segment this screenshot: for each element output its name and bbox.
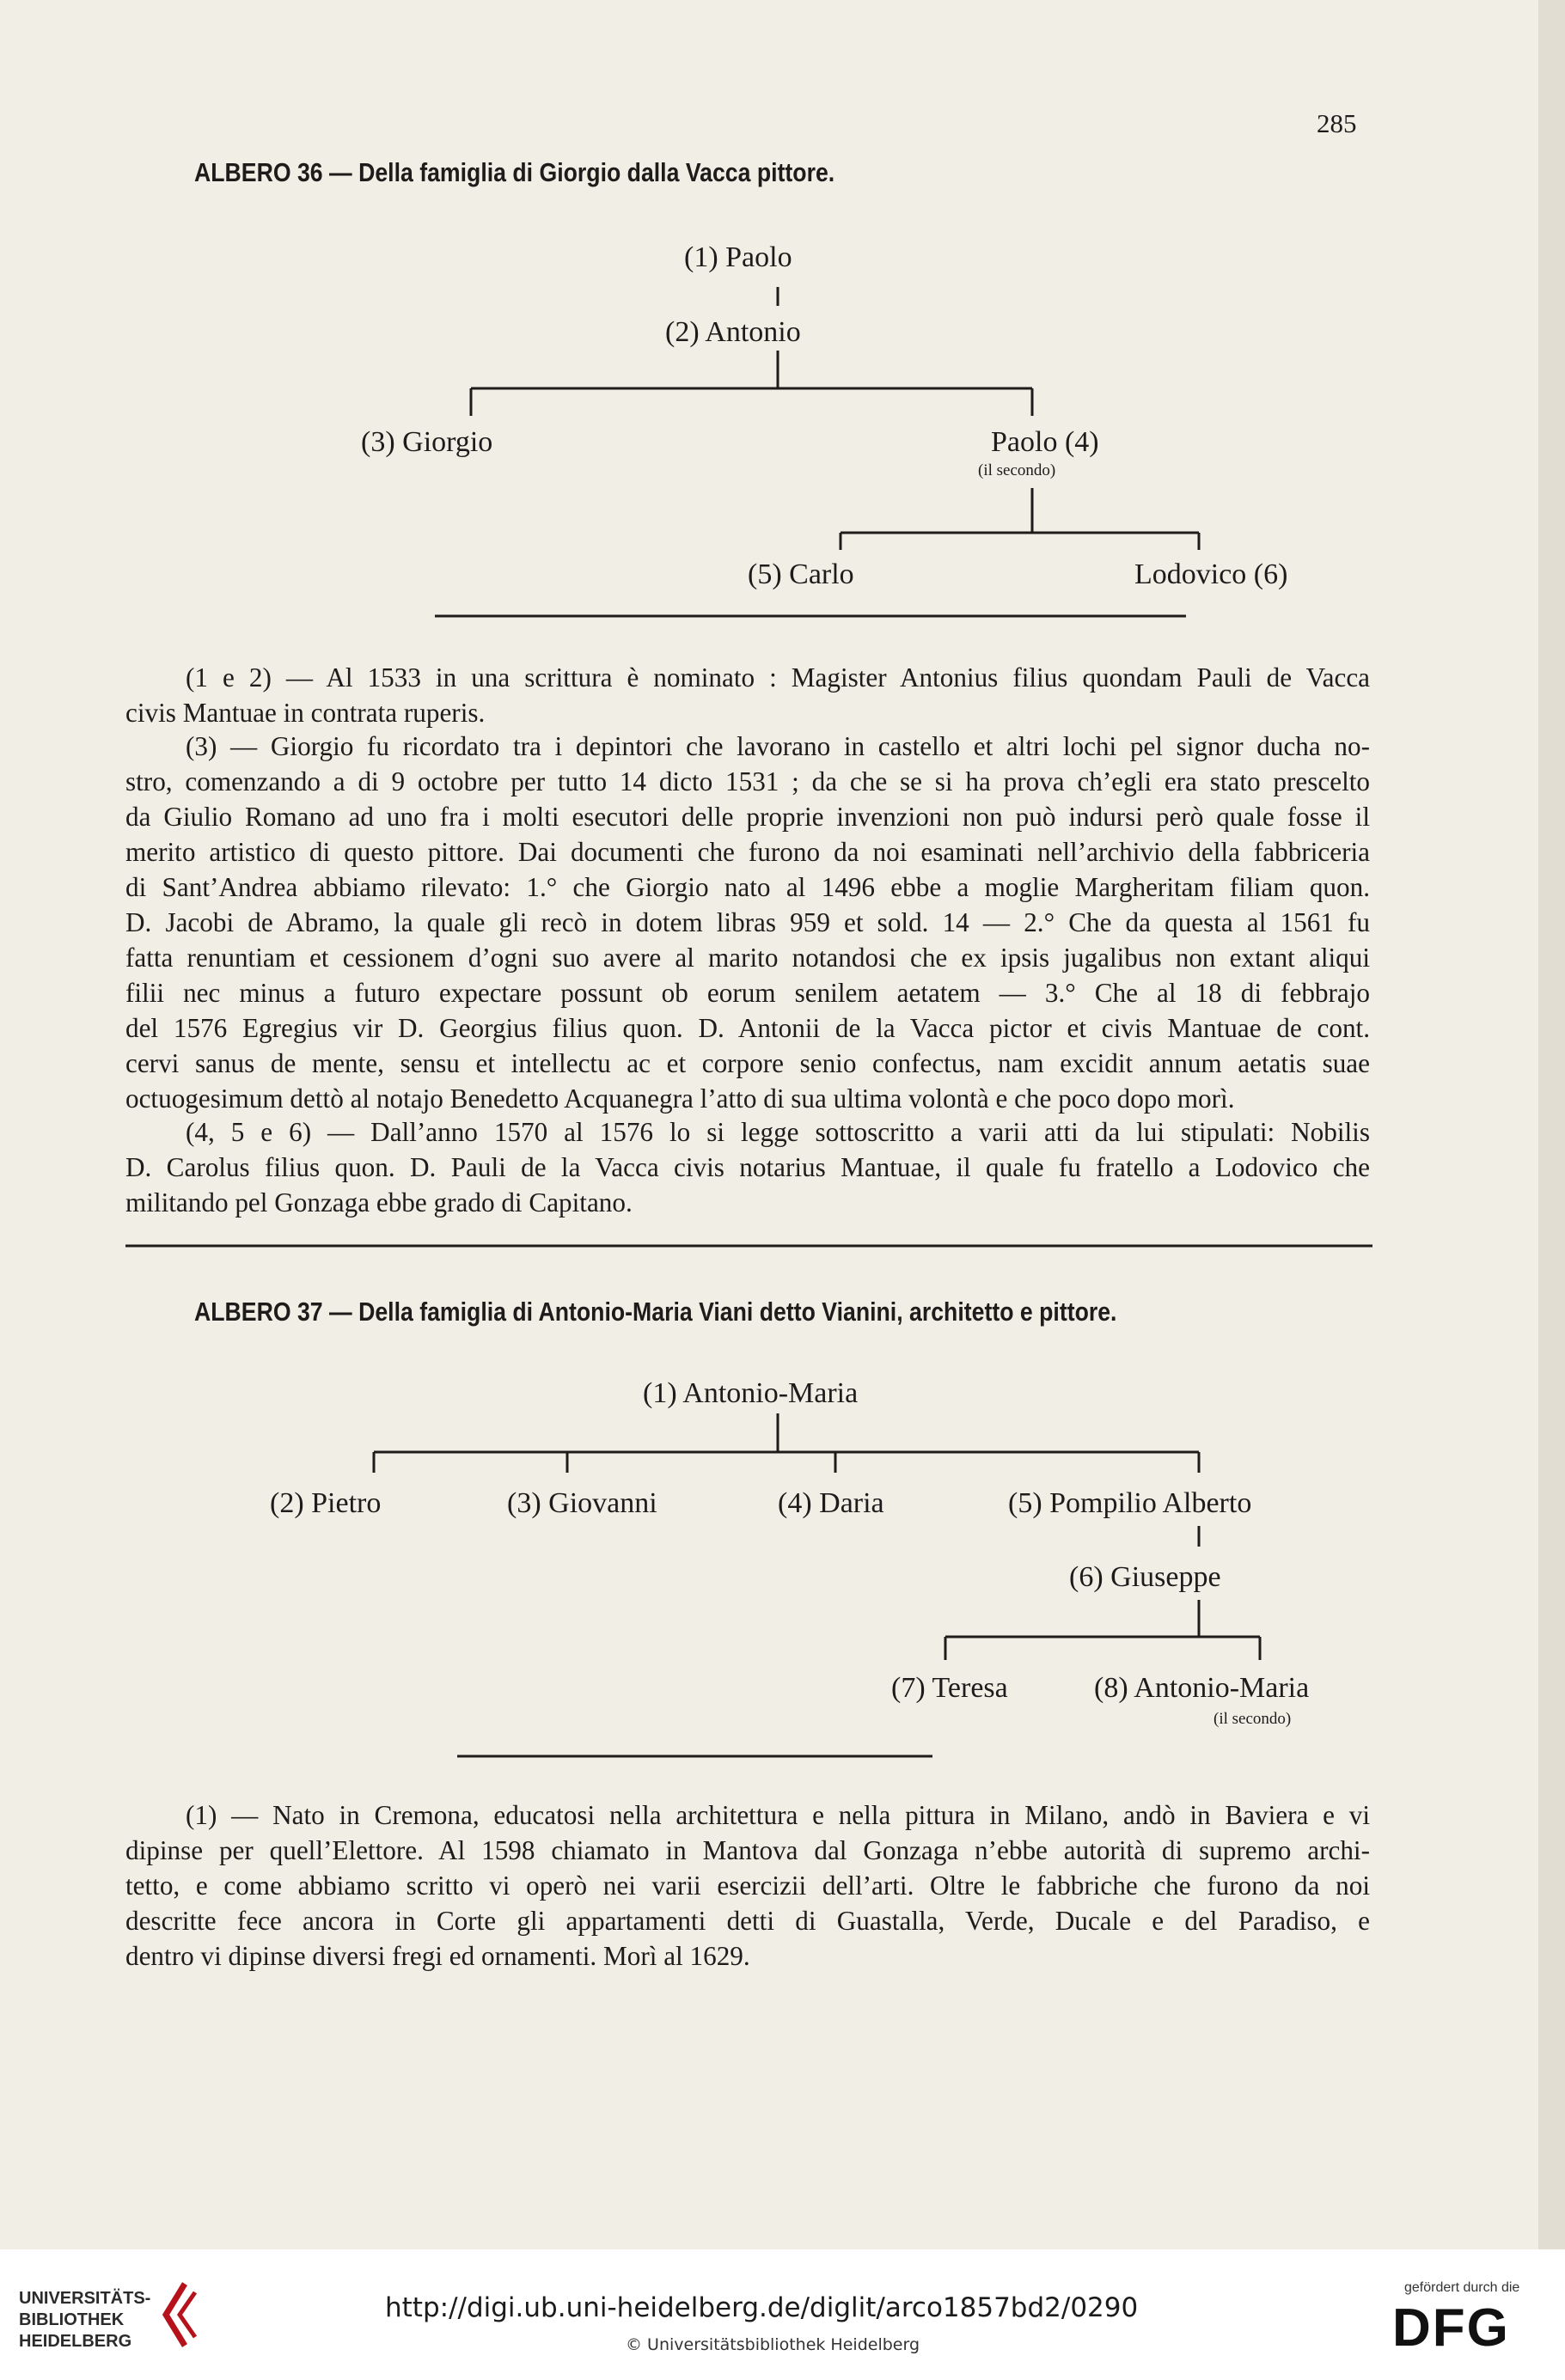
permalink-url[interactable]: http://digi.ub.uni-heidelberg.de/diglit/arco1857bd2/0290 (385, 2292, 1139, 2323)
text-line: da Giulio Romano ad uno fra i molti esecutori delle proprie invenzioni non può indursi però quale fosse il (125, 802, 1370, 832)
text-line: octuogesimum dettò al notajo Benedetto Acquanegra l’atto di sua ultima volontà e che poco dopo morì. (125, 1083, 1235, 1114)
tree-37-node-antonio-maria-secondo: (8) Antonio-Maria (1094, 1672, 1310, 1704)
text-line: (4, 5 e 6) — Dall’anno 1570 al 1576 lo si legge sottoscritto a varii atti da lui stipulati: Nobilis (186, 1117, 1370, 1147)
text-line: D. Jacobi de Abramo, la quale gli recò in dotem libras 959 et sold. 14 — 2.° Che da questa al 1561 fu (125, 907, 1370, 937)
tree-36-node-giorgio: (3) Giorgio (361, 426, 493, 458)
dfg-logo[interactable]: DFG (1392, 2298, 1510, 2358)
tree-37-node-antonio-maria: (1) Antonio-Maria (643, 1377, 859, 1409)
text-line: dentro vi dipinse diversi fregi ed ornamenti. Morì al 1629. (125, 1941, 750, 1971)
copyright-notice: © Universitätsbibliothek Heidelberg (626, 2335, 920, 2354)
tree-36-node-lodovico: Lodovico (6) (1134, 558, 1288, 590)
tree-36-node-carlo: (5) Carlo (748, 558, 854, 590)
page-number: 285 (1317, 108, 1357, 138)
text-line: (3) — Giorgio fu ricordato tra i depintori che lavorano in castello et altri lochi pel signor ducha no- (186, 731, 1370, 761)
text-line: filii nec minus a futuro expectare possunt ob eorum senilem aetatem — 3.° Che al 18 di febbrajo (125, 978, 1370, 1008)
text-line: dipinse per quell’Elettore. Al 1598 chiamato in Mantova dal Gonzaga n’ebbe autorità di supremo archi- (125, 1835, 1370, 1865)
tree-36-title: ALBERO 36 — Della famiglia di Giorgio dalla Vacca pittore. (194, 157, 835, 187)
text-line: stro, comenzando a di 9 octobre per tutto 14 dicto 1531 ; da che se si ha prova ch’egli era stato prescelto (125, 766, 1370, 796)
library-logo-icon (159, 2280, 200, 2349)
tree-37-title: ALBERO 37 — Della famiglia di Antonio-Maria Viani detto Vianini, architetto e pittore. (194, 1297, 1117, 1327)
library-name-line: UNIVERSITÄTS- (19, 2289, 151, 2308)
tree-37-node-pompilio-alberto: (5) Pompilio Alberto (1008, 1487, 1252, 1519)
text-line: D. Carolus filius quon. D. Pauli de la Vacca civis notarius Mantuae, il quale fu fratello a Lodovico che (125, 1152, 1370, 1182)
tree-37-nodes (270, 1377, 1309, 1728)
text-line: militando pel Gonzaga ebbe grado di Capitano. (125, 1187, 633, 1217)
tree-37-node-giuseppe: (6) Giuseppe (1069, 1561, 1221, 1593)
text-line: cervi sanus de mente, sensu et intellectu ac et corpore senio confectus, nam excidit annum aetatis suae (125, 1048, 1370, 1078)
text-line: (1) — Nato in Cremona, educatosi nella architettura e nella pittura in Milano, andò in Baviera e vi (186, 1800, 1370, 1830)
note-36-3 (125, 729, 1370, 1116)
text-line: descritte fece ancora in Corte gli appartamenti detti di Guastalla, Verde, Ducale e del Paradiso, e (125, 1906, 1370, 1936)
tree-36-node-paolo-secondo-note: (il secondo) (978, 461, 1056, 479)
text-line: (1 e 2) — Al 1533 in una scrittura è nominato : Magister Antonius filius quondam Pauli de Vacca (186, 662, 1370, 693)
tree-37-node-antonio-maria-secondo-note: (il secondo) (1213, 1710, 1292, 1728)
text-line: di Sant’Andrea abbiamo rilevato: 1.° che Giorgio nato al 1496 ebbe a moglie Margheritam filiam quon. (125, 872, 1370, 902)
tree-36-nodes (361, 241, 1287, 590)
tree-37-node-daria: (4) Daria (778, 1487, 884, 1519)
tree-36-node-paolo: (1) Paolo (684, 241, 792, 273)
library-name[interactable] (19, 2288, 150, 2353)
tree-36-node-antonio: (2) Antonio (665, 316, 801, 348)
text-line: civis Mantuae in contrata ruperis. (125, 698, 486, 728)
note-36-1-2 (125, 660, 1370, 730)
library-name-line: BIBLIOTHEK (19, 2310, 125, 2329)
tree-36-node-paolo-secondo: Paolo (4) (991, 426, 1099, 458)
tree-37-node-giovanni: (3) Giovanni (507, 1487, 657, 1519)
text-line: tetto, e come abbiamo scritto vi operò nei varii esercizii dell’arti. Oltre le fabbriche che furono da noi (125, 1870, 1370, 1901)
library-name-line: HEIDELBERG (19, 2332, 132, 2351)
tree-37-node-pietro: (2) Pietro (270, 1487, 382, 1519)
note-37-1 (125, 1797, 1370, 1974)
note-36-4-5-6 (125, 1114, 1370, 1220)
text-line: merito artistico di questo pittore. Dai documenti che furono da noi esaminati nell’archivio della fabbriceria (125, 837, 1370, 867)
text-line: del 1576 Egregius vir D. Georgius filius quon. D. Antonii de la Vacca pictor et civis Mantuae de cont. (125, 1013, 1370, 1043)
tree-37-node-teresa: (7) Teresa (891, 1672, 1008, 1704)
text-line: fatta renuntiam et cessionem d’ogni suo avere al marito notandosi che ex ipsis jugalibus non extant aliqui (125, 943, 1370, 973)
funding-label: gefördert durch die (1404, 2280, 1520, 2295)
